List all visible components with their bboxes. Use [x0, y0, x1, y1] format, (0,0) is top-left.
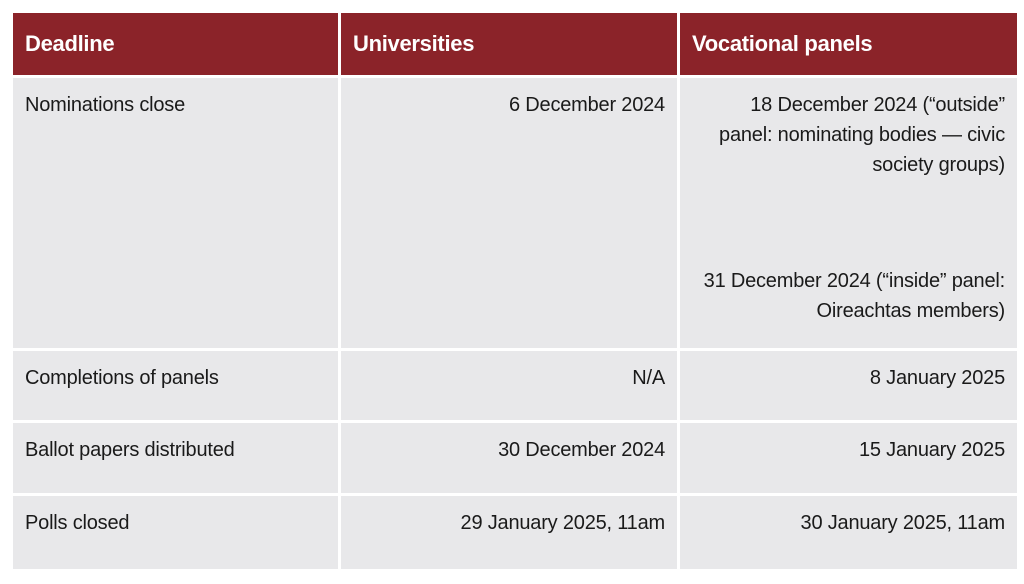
table-row [13, 351, 1017, 420]
header-universities: Universities [341, 13, 677, 75]
vocational-cell [680, 78, 1017, 348]
vocational-cell: 15 January 2025 [680, 423, 1017, 493]
table-header-row [13, 13, 1017, 75]
table-row [13, 423, 1017, 493]
deadline-cell: Polls closed [13, 496, 338, 569]
universities-cell: 30 December 2024 [341, 423, 677, 493]
vocational-outside-panel-text: 18 December 2024 (“outside” panel: nominating bodies — civic society groups) [719, 94, 1005, 176]
deadline-cell: Ballot papers distributed [13, 423, 338, 493]
header-deadline: Deadline [13, 13, 338, 75]
vocational-cell: 8 January 2025 [680, 351, 1017, 420]
header-vocational-panels: Vocational panels [680, 13, 1017, 75]
universities-cell: 6 December 2024 [341, 78, 677, 348]
universities-cell: 29 January 2025, 11am [341, 496, 677, 569]
deadline-table [10, 10, 1020, 572]
vocational-cell: 30 January 2025, 11am [680, 496, 1017, 569]
table-row [13, 78, 1017, 348]
deadline-cell: Completions of panels [13, 351, 338, 420]
table-row [13, 496, 1017, 569]
deadline-cell: Nominations close [13, 78, 338, 348]
universities-cell: N/A [341, 351, 677, 420]
vocational-inside-panel-text: 31 December 2024 (“inside” panel: Oireachtas members) [703, 270, 1005, 322]
